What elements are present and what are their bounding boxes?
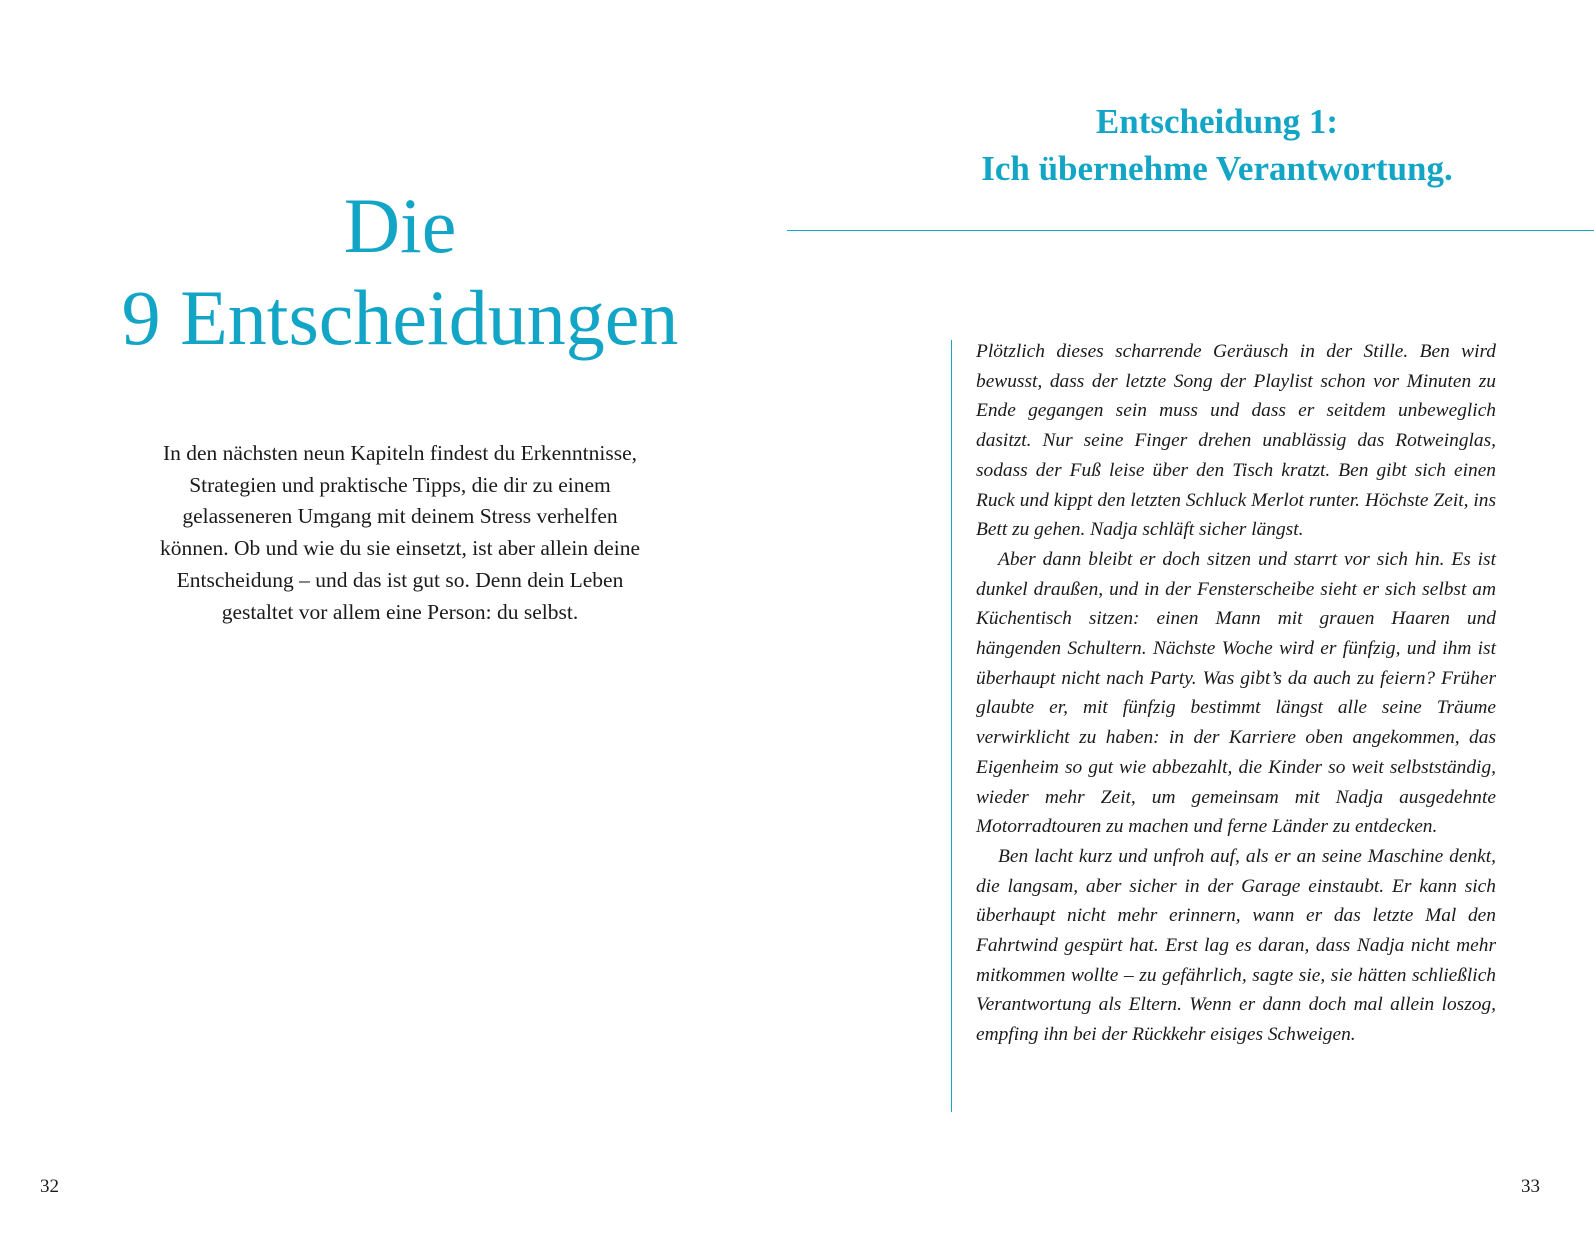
story-side-bar (951, 340, 952, 1112)
chapter-title-line-1: Entscheidung 1: (1095, 102, 1339, 141)
story-text (976, 337, 1496, 1050)
story-paragraph-1: Plötzlich dieses scharrende Geräusch in der Stille. Ben wird bewusst, dass der letzte Song der Playlist schon vor Minuten zu Ende gegangen sein muss und dass er seitdem unbeweglich dasitzt. Nur seine Finger drehen unablässig das Rotweinglas, sodass der Fuß leise über den Tisch kratzt. Ben gibt sich einen Ruck und kippt den letzten Schluck Merlot runter. Höchste Zeit, ins Bett zu gehen. Nadja schläft sicher längst. (976, 341, 1496, 541)
story-paragraph-2: Aber dann bleibt er doch sitzen und starrt vor sich hin. Es ist dunkel draußen, und in der Fensterscheibe sieht er sich selbst am Küchentisch sitzen: einen Mann mit grauen Haaren und hängenden Schultern. Nächste Woche wird er fünfzig, und ihm ist überhaupt nicht nach Party. Was gibt’s da auch zu feiern? Früher glaubte er, mit fünfzig bestimmt längst alle seine Träume verwirklicht zu haben: in der Karriere oben angekommen, das Eigenheim so gut wie abbezahlt, die Kinder so weit selbstständig, wieder mehr Zeit, um gemeinsam mit Nadja ausgedehnte Motorradtouren zu machen und ferne Länder zu entdecken. (976, 548, 1496, 838)
right-page (797, 0, 1594, 1240)
story-paragraph-3: Ben lacht kurz und unfroh auf, als er an seine Maschine denkt, die langsam, aber sicher in der Garage einstaubt. Er kann sich überhaupt nicht mehr erinnern, wann er das letzte Mal den Fahrtwind gespürt hat. Erst lag es daran, dass Nadja nicht mehr mitkommen wollte – zu gefährlich, sagte sie, sie hätten schließlich Verantwortung als Eltern. Wenn er dann doch mal allein loszog, empfing ihn bei der Rückkehr eisiges Schweigen. (976, 845, 1496, 1046)
chapter-title-line-2: Ich übernehme Verantwortung. (981, 149, 1453, 188)
section-title-line-1: Die (343, 182, 457, 269)
intro-paragraph: In den nächsten neun Kapiteln findest du Erkenntnisse, Strategien und praktische Tipps, die dir zu einem gelasseneren Umgang mit deinem Stress verhelfen können. Ob und wie du sie einsetzt, ist aber allein deine Entscheidung – und das ist gut so. Denn dein Leben gestaltet vor allem eine Person: du selbst. (159, 441, 641, 624)
section-title (40, 180, 760, 364)
section-title-line-2: 9 Entscheidungen (121, 274, 679, 361)
page-number-right: 33 (1521, 1176, 1540, 1197)
chapter-title (857, 98, 1577, 192)
page-number-left: 32 (40, 1176, 59, 1197)
chapter-title-rule (787, 230, 1594, 231)
